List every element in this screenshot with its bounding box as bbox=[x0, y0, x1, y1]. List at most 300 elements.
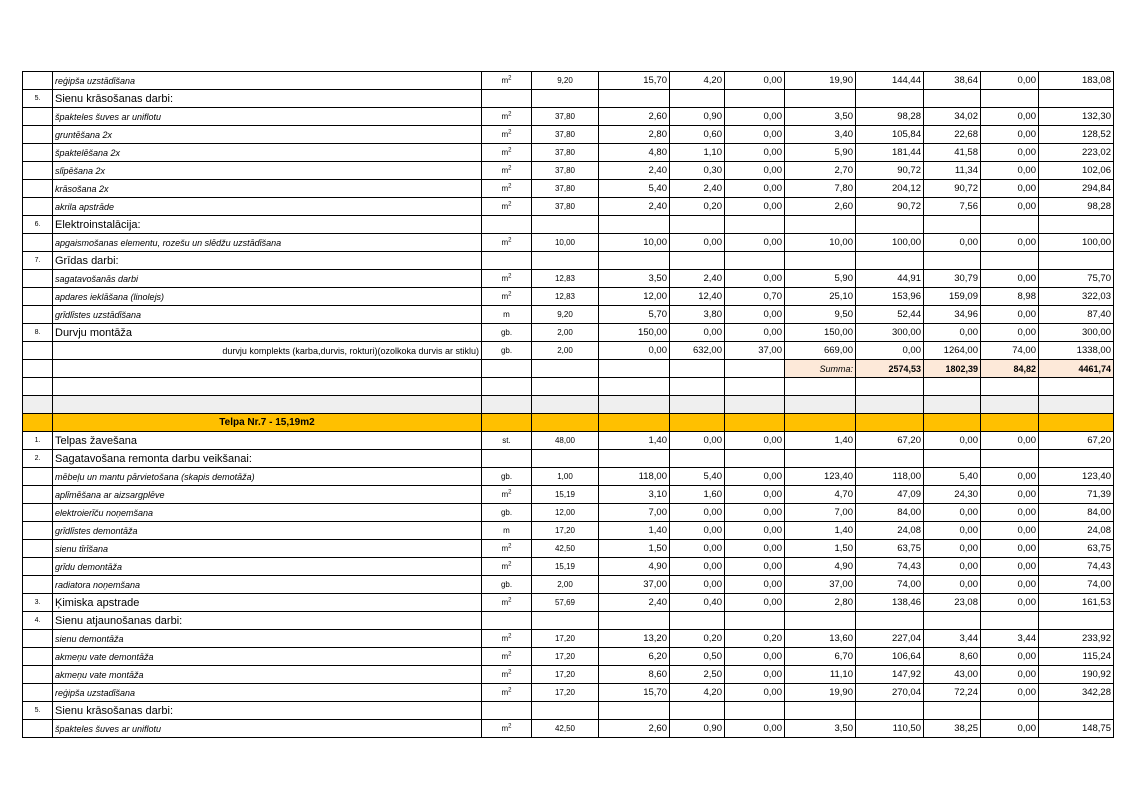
quantity: 17,20 bbox=[532, 648, 599, 666]
sum-total: 67,20 bbox=[1039, 432, 1114, 450]
unit-cell bbox=[482, 666, 532, 684]
sum-material: 72,24 bbox=[924, 684, 981, 702]
unit-price-material: 0,00 bbox=[670, 576, 725, 594]
unit-price-total: 150,00 bbox=[785, 324, 856, 342]
work-description: radiatora noņemšana bbox=[53, 576, 482, 594]
empty-cell bbox=[725, 396, 785, 414]
unit-superscript: 2 bbox=[508, 596, 512, 603]
work-description: slīpēšana 2x bbox=[53, 162, 482, 180]
sum-labor: 181,44 bbox=[856, 144, 924, 162]
sum-mechanism: 0,00 bbox=[981, 144, 1039, 162]
sum-mechanism: 0,00 bbox=[981, 504, 1039, 522]
unit-price-mechanism: 0,00 bbox=[725, 180, 785, 198]
sum-labor: 63,75 bbox=[856, 540, 924, 558]
unit-cell bbox=[482, 522, 532, 540]
sum-labor bbox=[856, 216, 924, 234]
unit-price-material bbox=[670, 450, 725, 468]
sum-labor: 300,00 bbox=[856, 324, 924, 342]
sum-total: 183,08 bbox=[1039, 72, 1114, 90]
sum-labor: 2574,53 bbox=[856, 360, 924, 378]
unit: m bbox=[501, 201, 509, 211]
table-row bbox=[23, 108, 1114, 126]
unit: m bbox=[501, 291, 509, 301]
work-description: Sienu krāsošanas darbi: bbox=[53, 90, 482, 108]
sum-mechanism: 0,00 bbox=[981, 108, 1039, 126]
empty-cell bbox=[670, 414, 725, 432]
unit: m bbox=[501, 723, 509, 733]
table-row bbox=[23, 558, 1114, 576]
sum-total bbox=[1039, 450, 1114, 468]
unit-price-labor bbox=[599, 702, 670, 720]
unit-price-mechanism: 0,00 bbox=[725, 666, 785, 684]
table-row bbox=[23, 198, 1114, 216]
unit-cell bbox=[482, 306, 532, 324]
summary-row bbox=[23, 360, 1114, 378]
sum-total: 63,75 bbox=[1039, 540, 1114, 558]
unit-price-labor: 15,70 bbox=[599, 684, 670, 702]
sum-mechanism: 0,00 bbox=[981, 72, 1039, 90]
sum-labor: 270,04 bbox=[856, 684, 924, 702]
unit-price-material: 0,00 bbox=[670, 558, 725, 576]
table-row bbox=[23, 342, 1114, 360]
unit-price-total: 9,50 bbox=[785, 306, 856, 324]
unit-cell bbox=[482, 108, 532, 126]
unit-cell bbox=[482, 324, 532, 342]
unit-price-total: 669,00 bbox=[785, 342, 856, 360]
sum-labor: 138,46 bbox=[856, 594, 924, 612]
unit-cell bbox=[482, 576, 532, 594]
empty-cell bbox=[599, 360, 670, 378]
unit-price-labor: 2,40 bbox=[599, 594, 670, 612]
quantity bbox=[532, 252, 599, 270]
sum-labor: 84,00 bbox=[856, 504, 924, 522]
section-row bbox=[23, 450, 1114, 468]
unit-cell bbox=[482, 720, 532, 738]
sum-labor: 67,20 bbox=[856, 432, 924, 450]
row-number bbox=[23, 198, 53, 216]
unit-cell bbox=[482, 72, 532, 90]
sum-total: 223,02 bbox=[1039, 144, 1114, 162]
unit-price-material: 1,10 bbox=[670, 144, 725, 162]
row-number: 6. bbox=[23, 216, 53, 234]
unit: gb. bbox=[500, 471, 513, 481]
quantity bbox=[532, 450, 599, 468]
unit-price-total: 25,10 bbox=[785, 288, 856, 306]
unit-price-mechanism: 0,00 bbox=[725, 144, 785, 162]
unit-price-labor: 150,00 bbox=[599, 324, 670, 342]
unit-superscript: 2 bbox=[508, 74, 512, 81]
work-description: Elektroinstalācija: bbox=[53, 216, 482, 234]
work-description: reģipša uzstādīšana bbox=[53, 72, 482, 90]
sum-mechanism: 0,00 bbox=[981, 180, 1039, 198]
unit-price-labor: 15,70 bbox=[599, 72, 670, 90]
sum-total bbox=[1039, 702, 1114, 720]
row-number bbox=[23, 648, 53, 666]
empty-cell bbox=[482, 396, 532, 414]
table-row bbox=[23, 234, 1114, 252]
work-description: Ķimiska apstrade bbox=[53, 594, 482, 612]
unit-superscript: 2 bbox=[508, 722, 512, 729]
sum-total: 322,03 bbox=[1039, 288, 1114, 306]
row-number bbox=[23, 288, 53, 306]
empty-cell bbox=[482, 414, 532, 432]
empty-cell bbox=[856, 378, 924, 396]
unit-price-total: 1,50 bbox=[785, 540, 856, 558]
table-row bbox=[23, 288, 1114, 306]
quantity: 57,69 bbox=[532, 594, 599, 612]
unit-price-labor: 1,40 bbox=[599, 522, 670, 540]
unit: m bbox=[501, 669, 509, 679]
unit-cell bbox=[482, 594, 532, 612]
sum-labor: 227,04 bbox=[856, 630, 924, 648]
sum-labor bbox=[856, 702, 924, 720]
work-description: mēbeļu un mantu pārvietošana (skapis demotāža) bbox=[53, 468, 482, 486]
unit-price-labor: 7,00 bbox=[599, 504, 670, 522]
unit-cell bbox=[482, 450, 532, 468]
sum-material: 0,00 bbox=[924, 432, 981, 450]
sum-mechanism: 0,00 bbox=[981, 432, 1039, 450]
empty-cell bbox=[482, 360, 532, 378]
unit-price-labor bbox=[599, 450, 670, 468]
sum-mechanism bbox=[981, 216, 1039, 234]
sum-total: 115,24 bbox=[1039, 648, 1114, 666]
unit-price-labor bbox=[599, 90, 670, 108]
work-description: krāsošana 2x bbox=[53, 180, 482, 198]
sum-labor bbox=[856, 90, 924, 108]
unit-price-mechanism: 0,00 bbox=[725, 522, 785, 540]
sum-mechanism bbox=[981, 612, 1039, 630]
sum-labor: 118,00 bbox=[856, 468, 924, 486]
room-title: Telpa Nr.7 - 15,19m2 bbox=[53, 414, 482, 432]
unit-price-labor: 5,40 bbox=[599, 180, 670, 198]
row-number bbox=[23, 126, 53, 144]
sum-material: 41,58 bbox=[924, 144, 981, 162]
quantity: 15,19 bbox=[532, 558, 599, 576]
unit-price-material: 4,20 bbox=[670, 684, 725, 702]
row-number: 5. bbox=[23, 702, 53, 720]
unit-price-mechanism: 0,00 bbox=[725, 720, 785, 738]
quantity: 1,00 bbox=[532, 468, 599, 486]
unit-price-material: 0,00 bbox=[670, 432, 725, 450]
work-description: apgaismošanas elementu, rozešu un slēdžu uzstādīšana bbox=[53, 234, 482, 252]
sum-mechanism: 0,00 bbox=[981, 198, 1039, 216]
sum-mechanism: 8,98 bbox=[981, 288, 1039, 306]
unit-cell bbox=[482, 198, 532, 216]
unit-superscript: 2 bbox=[508, 668, 512, 675]
row-number bbox=[23, 540, 53, 558]
sum-labor: 47,09 bbox=[856, 486, 924, 504]
unit: m bbox=[501, 111, 509, 121]
quantity: 9,20 bbox=[532, 72, 599, 90]
sum-material: 34,02 bbox=[924, 108, 981, 126]
table-row bbox=[23, 180, 1114, 198]
unit-cell bbox=[482, 180, 532, 198]
sum-material: 0,00 bbox=[924, 504, 981, 522]
unit: m bbox=[501, 597, 509, 607]
empty-cell bbox=[599, 378, 670, 396]
work-description: Durvju montāža bbox=[53, 324, 482, 342]
unit-price-labor: 3,50 bbox=[599, 270, 670, 288]
unit-price-mechanism: 0,70 bbox=[725, 288, 785, 306]
unit-superscript: 2 bbox=[508, 686, 512, 693]
table-row bbox=[23, 144, 1114, 162]
unit-price-material: 632,00 bbox=[670, 342, 725, 360]
unit-price-labor bbox=[599, 216, 670, 234]
empty-cell bbox=[670, 378, 725, 396]
work-description: sienu tīrīšana bbox=[53, 540, 482, 558]
row-number bbox=[23, 720, 53, 738]
unit-price-labor: 1,40 bbox=[599, 432, 670, 450]
work-description: sagatavošanās darbi bbox=[53, 270, 482, 288]
sum-material: 0,00 bbox=[924, 234, 981, 252]
unit-price-labor: 10,00 bbox=[599, 234, 670, 252]
unit-price-mechanism: 0,00 bbox=[725, 432, 785, 450]
quantity: 42,50 bbox=[532, 720, 599, 738]
unit-price-material bbox=[670, 612, 725, 630]
empty-cell bbox=[856, 414, 924, 432]
empty-cell bbox=[1039, 378, 1114, 396]
unit-superscript: 2 bbox=[508, 146, 512, 153]
sum-labor bbox=[856, 252, 924, 270]
row-number bbox=[23, 504, 53, 522]
unit-price-labor: 8,60 bbox=[599, 666, 670, 684]
sum-mechanism bbox=[981, 252, 1039, 270]
unit-price-material bbox=[670, 252, 725, 270]
empty-cell bbox=[23, 414, 53, 432]
unit-price-material: 0,50 bbox=[670, 648, 725, 666]
unit-superscript: 2 bbox=[508, 110, 512, 117]
row-number bbox=[23, 468, 53, 486]
sum-total bbox=[1039, 252, 1114, 270]
empty-cell bbox=[23, 360, 53, 378]
unit-price-total: 123,40 bbox=[785, 468, 856, 486]
table-row bbox=[23, 432, 1114, 450]
unit-cell bbox=[482, 558, 532, 576]
sum-labor: 110,50 bbox=[856, 720, 924, 738]
work-description: grīdu demontāža bbox=[53, 558, 482, 576]
unit-price-material: 2,40 bbox=[670, 270, 725, 288]
unit-superscript: 2 bbox=[508, 650, 512, 657]
unit-cell bbox=[482, 126, 532, 144]
sum-total: 87,40 bbox=[1039, 306, 1114, 324]
row-number: 3. bbox=[23, 594, 53, 612]
unit-price-total: 10,00 bbox=[785, 234, 856, 252]
quantity: 17,20 bbox=[532, 684, 599, 702]
unit-price-labor: 4,80 bbox=[599, 144, 670, 162]
unit: gb. bbox=[500, 579, 513, 589]
sum-material: 24,30 bbox=[924, 486, 981, 504]
sum-material: 8,60 bbox=[924, 648, 981, 666]
sum-mechanism: 0,00 bbox=[981, 648, 1039, 666]
row-number bbox=[23, 162, 53, 180]
table-row bbox=[23, 594, 1114, 612]
sum-material: 0,00 bbox=[924, 540, 981, 558]
sum-mechanism bbox=[981, 90, 1039, 108]
row-number: 8. bbox=[23, 324, 53, 342]
quantity: 37,80 bbox=[532, 126, 599, 144]
unit-price-mechanism bbox=[725, 450, 785, 468]
sum-material: 0,00 bbox=[924, 522, 981, 540]
sum-material bbox=[924, 612, 981, 630]
table-row bbox=[23, 576, 1114, 594]
unit-price-mechanism bbox=[725, 90, 785, 108]
sum-labor: 204,12 bbox=[856, 180, 924, 198]
unit-cell bbox=[482, 684, 532, 702]
sum-mechanism: 0,00 bbox=[981, 126, 1039, 144]
sum-labor: 105,84 bbox=[856, 126, 924, 144]
unit-price-material: 0,00 bbox=[670, 540, 725, 558]
quantity: 17,20 bbox=[532, 666, 599, 684]
unit-price-total: 19,90 bbox=[785, 684, 856, 702]
sum-labor: 44,91 bbox=[856, 270, 924, 288]
sum-material: 90,72 bbox=[924, 180, 981, 198]
sum-mechanism: 0,00 bbox=[981, 522, 1039, 540]
work-description: grīdlīstes uzstādīšana bbox=[53, 306, 482, 324]
empty-cell bbox=[924, 378, 981, 396]
unit-price-total: 1,40 bbox=[785, 522, 856, 540]
work-description: elektroierīču noņemšana bbox=[53, 504, 482, 522]
empty-cell bbox=[53, 396, 482, 414]
empty-cell bbox=[785, 378, 856, 396]
work-description: sienu demontāža bbox=[53, 630, 482, 648]
quantity: 2,00 bbox=[532, 576, 599, 594]
sum-total: 100,00 bbox=[1039, 234, 1114, 252]
sum-material bbox=[924, 216, 981, 234]
unit-price-mechanism: 0,00 bbox=[725, 198, 785, 216]
unit-cell bbox=[482, 234, 532, 252]
unit-cell bbox=[482, 270, 532, 288]
unit-cell bbox=[482, 612, 532, 630]
unit-price-total bbox=[785, 216, 856, 234]
blank-row bbox=[23, 396, 1114, 414]
table-row bbox=[23, 504, 1114, 522]
unit-superscript: 2 bbox=[508, 560, 512, 567]
sum-mechanism: 0,00 bbox=[981, 684, 1039, 702]
sum-material: 1802,39 bbox=[924, 360, 981, 378]
unit-price-material: 4,20 bbox=[670, 72, 725, 90]
unit-price-total: 3,50 bbox=[785, 108, 856, 126]
unit-price-labor: 1,50 bbox=[599, 540, 670, 558]
unit-price-total: 7,00 bbox=[785, 504, 856, 522]
sum-labor: 106,64 bbox=[856, 648, 924, 666]
unit-price-labor: 12,00 bbox=[599, 288, 670, 306]
quantity: 12,83 bbox=[532, 270, 599, 288]
unit-price-mechanism: 0,00 bbox=[725, 72, 785, 90]
unit: gb. bbox=[500, 327, 513, 337]
sum-material: 43,00 bbox=[924, 666, 981, 684]
quantity: 12,00 bbox=[532, 504, 599, 522]
sum-material: 30,79 bbox=[924, 270, 981, 288]
work-description: reģipša uzstadīšana bbox=[53, 684, 482, 702]
quantity: 37,80 bbox=[532, 180, 599, 198]
work-description: Telpas žavešana bbox=[53, 432, 482, 450]
sum-mechanism bbox=[981, 702, 1039, 720]
quantity: 2,00 bbox=[532, 342, 599, 360]
empty-cell bbox=[532, 378, 599, 396]
sum-total: 74,43 bbox=[1039, 558, 1114, 576]
unit-price-total: 2,70 bbox=[785, 162, 856, 180]
unit-superscript: 2 bbox=[508, 290, 512, 297]
unit-price-total: 19,90 bbox=[785, 72, 856, 90]
unit-price-material: 0,20 bbox=[670, 198, 725, 216]
unit-price-labor: 118,00 bbox=[599, 468, 670, 486]
unit: m bbox=[503, 525, 510, 535]
unit-price-material bbox=[670, 702, 725, 720]
sum-labor: 100,00 bbox=[856, 234, 924, 252]
unit-price-labor: 2,80 bbox=[599, 126, 670, 144]
sum-total: 75,70 bbox=[1039, 270, 1114, 288]
work-description: špakteles šuves ar uniflotu bbox=[53, 108, 482, 126]
unit-price-total: 7,80 bbox=[785, 180, 856, 198]
quantity: 42,50 bbox=[532, 540, 599, 558]
sum-total: 1338,00 bbox=[1039, 342, 1114, 360]
unit: m bbox=[501, 147, 509, 157]
unit-superscript: 2 bbox=[508, 632, 512, 639]
unit-cell bbox=[482, 468, 532, 486]
empty-cell bbox=[725, 378, 785, 396]
unit: m bbox=[501, 273, 509, 283]
section-row bbox=[23, 252, 1114, 270]
empty-cell bbox=[981, 396, 1039, 414]
unit-price-mechanism: 0,00 bbox=[725, 540, 785, 558]
unit-price-total: 37,00 bbox=[785, 576, 856, 594]
unit-price-labor: 2,40 bbox=[599, 162, 670, 180]
unit-price-mechanism: 0,00 bbox=[725, 486, 785, 504]
empty-cell bbox=[23, 396, 53, 414]
sum-labor: 147,92 bbox=[856, 666, 924, 684]
unit: gb. bbox=[500, 345, 513, 355]
row-number bbox=[23, 270, 53, 288]
table-row bbox=[23, 468, 1114, 486]
sum-mechanism: 0,00 bbox=[981, 324, 1039, 342]
work-description: Sienu krāsošanas darbi: bbox=[53, 702, 482, 720]
unit-price-labor: 2,40 bbox=[599, 198, 670, 216]
sum-material: 1264,00 bbox=[924, 342, 981, 360]
unit: gb. bbox=[500, 507, 513, 517]
empty-cell bbox=[23, 378, 53, 396]
table-row bbox=[23, 648, 1114, 666]
blank-row bbox=[23, 378, 1114, 396]
unit-price-total bbox=[785, 702, 856, 720]
row-number: 5. bbox=[23, 90, 53, 108]
unit-superscript: 2 bbox=[508, 200, 512, 207]
unit-cell bbox=[482, 342, 532, 360]
sum-mechanism: 74,00 bbox=[981, 342, 1039, 360]
unit: m bbox=[501, 543, 509, 553]
row-number bbox=[23, 306, 53, 324]
quantity: 37,80 bbox=[532, 198, 599, 216]
sum-total: 71,39 bbox=[1039, 486, 1114, 504]
unit-price-material: 0,00 bbox=[670, 504, 725, 522]
empty-cell bbox=[53, 360, 482, 378]
unit: m bbox=[503, 309, 510, 319]
work-description: akrila apstrāde bbox=[53, 198, 482, 216]
row-number bbox=[23, 144, 53, 162]
unit-superscript: 2 bbox=[508, 236, 512, 243]
unit-price-material: 0,60 bbox=[670, 126, 725, 144]
unit-cell bbox=[482, 90, 532, 108]
unit-price-labor: 2,60 bbox=[599, 108, 670, 126]
quantity: 37,80 bbox=[532, 162, 599, 180]
unit: m bbox=[501, 561, 509, 571]
sum-total bbox=[1039, 90, 1114, 108]
empty-cell bbox=[532, 360, 599, 378]
empty-cell bbox=[53, 378, 482, 396]
unit: m bbox=[501, 75, 509, 85]
unit-superscript: 2 bbox=[508, 164, 512, 171]
unit-price-total: 3,40 bbox=[785, 126, 856, 144]
unit: m bbox=[501, 633, 509, 643]
